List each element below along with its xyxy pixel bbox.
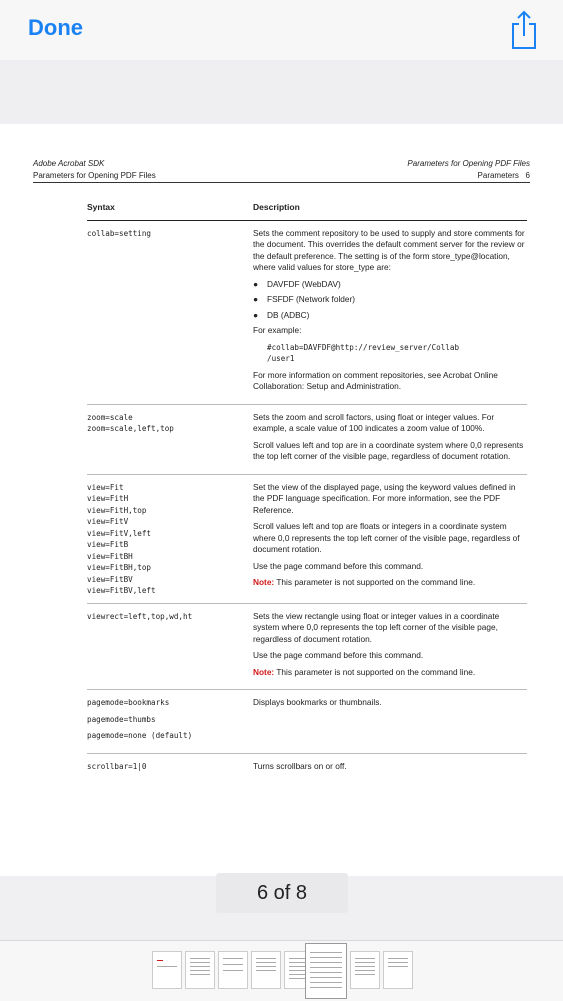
share-icon[interactable] [509, 10, 539, 50]
syntax-line: view=Fit [87, 482, 124, 492]
header-page-ref: Parameters 6 [477, 171, 530, 180]
syntax-cell [87, 761, 253, 778]
description-text: Scroll values left and top are floats or integers in a coordinate system where 0,0 represents the top left corner of the visible page, regardless of document rotation. [253, 521, 520, 554]
header-chapter-title: Parameters for Opening PDF Files [407, 159, 530, 168]
page-thumbnail[interactable] [218, 951, 248, 989]
table-row [87, 221, 527, 405]
syntax-line: pagemode=none (default) [87, 731, 193, 740]
table-row [87, 475, 527, 604]
table-row [87, 604, 527, 691]
syntax-line: view=FitBV,left [87, 586, 156, 595]
page-gap [0, 60, 563, 124]
description-text: Sets the view rectangle using float or integer values in a coordinate system where 0,0 represents the top left corner of the visible page, regardless of document rotation. [253, 610, 500, 644]
description-text: Scroll values left and top are in a coordinate system where 0,0 represents the top left corner of the visible page, regardless of document rotation. [253, 439, 524, 461]
syntax-cell [87, 228, 253, 398]
note [253, 667, 527, 679]
parameters-table [87, 202, 527, 783]
note [253, 577, 527, 589]
code-line: #collab=DAVFDF@http://review_server/Collab [267, 342, 460, 352]
table-row [87, 690, 527, 754]
description-text: Sets the zoom and scroll factors, using float or integer values. For example, a scale value of 100 indicates a zoom value of 100%. [253, 411, 495, 433]
syntax-line: view=FitB [87, 540, 129, 549]
done-button[interactable]: Done [28, 15, 83, 40]
example-label: For example: [253, 325, 302, 335]
syntax-cell [87, 611, 253, 684]
list-item: ● FSFDF (Network folder) [253, 294, 356, 304]
page-header-left [33, 158, 156, 182]
description-text: Use the page command before this command. [253, 560, 424, 571]
thumbnail-strip[interactable] [0, 940, 563, 1001]
syntax-line: view=FitBH,top [87, 563, 152, 572]
syntax-line: scrollbar=1|0 [87, 761, 147, 771]
table-header [87, 202, 527, 221]
current-page-thumbnail[interactable] [305, 943, 347, 999]
syntax-cell [87, 482, 253, 597]
list-item: ● DAVFDF (WebDAV) [253, 278, 341, 289]
description-text: Turns scrollbars on or off. [253, 760, 347, 771]
syntax-column-header: Syntax [87, 202, 115, 212]
description-text: Displays bookmarks or thumbnails. [253, 697, 382, 707]
description-column-header: Description [253, 202, 300, 212]
description-text: Set the view of the displayed page, using the keyword values defined in the PDF language specification. For more information, see the PDF Reference. [253, 481, 516, 515]
page-thumbnail[interactable] [185, 951, 215, 989]
page-indicator: 6 of 8 [216, 873, 348, 913]
syntax-cell [87, 697, 253, 747]
description-cell [253, 228, 527, 398]
syntax-line: pagemode=thumbs [87, 714, 156, 724]
description-text: Sets the comment repository to be used to supply and store comments for the document. This overrides the default comment server for the review or the default preference. The setting is of the form store_type@location, where valid values for store_type are: [253, 227, 525, 272]
description-text: Use the page command before this command. [253, 650, 424, 660]
list-item-text: DB (ADBC) [267, 309, 310, 320]
list-item-text: FSFDF (Network folder) [267, 294, 356, 304]
header-rule [33, 182, 530, 183]
syntax-line: view=FitV,left [87, 528, 152, 538]
syntax-line: pagemode=bookmarks [87, 698, 170, 707]
example-code [267, 342, 527, 365]
pdf-page [0, 124, 563, 876]
description-cell [253, 761, 527, 778]
syntax-line: view=FitV [87, 517, 129, 526]
description-cell [253, 611, 527, 684]
syntax-line: view=FitBV [87, 574, 133, 584]
syntax-cell [87, 412, 253, 468]
code-line: /user1 [267, 354, 295, 363]
description-cell [253, 482, 527, 597]
note-text: This parameter is not supported on the command line. [276, 577, 476, 587]
syntax-line: collab=setting [87, 228, 152, 238]
syntax-line: zoom=scale [87, 412, 133, 422]
page-thumbnail[interactable] [152, 951, 182, 989]
top-nav-bar [0, 0, 563, 61]
description-cell [253, 412, 527, 468]
page-thumbnail[interactable] [350, 951, 380, 989]
description-cell [253, 697, 527, 747]
syntax-line: viewrect=left,top,wd,ht [87, 611, 193, 621]
page-thumbnail[interactable] [251, 951, 281, 989]
page-header-right [407, 158, 530, 182]
note-label: Note: [253, 577, 275, 587]
header-section-title: Parameters for Opening PDF Files [33, 171, 156, 180]
note-label: Note: [253, 666, 275, 677]
list-item: ● DB (ADBC) [253, 309, 310, 320]
description-text: For more information on comment repositories, see Acrobat Online Collaboration: Setup and Administration. [253, 369, 498, 391]
syntax-line: zoom=scale,left,top [87, 424, 174, 433]
table-row [87, 405, 527, 475]
syntax-line: view=FitH [87, 494, 129, 503]
page-thumbnail[interactable] [383, 951, 413, 989]
note-text: This parameter is not supported on the command line. [276, 666, 476, 677]
table-row [87, 754, 527, 784]
syntax-line: view=FitH,top [87, 505, 147, 515]
syntax-line: view=FitBH [87, 551, 133, 561]
header-doc-title: Adobe Acrobat SDK [33, 159, 105, 168]
list-item-text: DAVFDF (WebDAV) [267, 278, 341, 289]
